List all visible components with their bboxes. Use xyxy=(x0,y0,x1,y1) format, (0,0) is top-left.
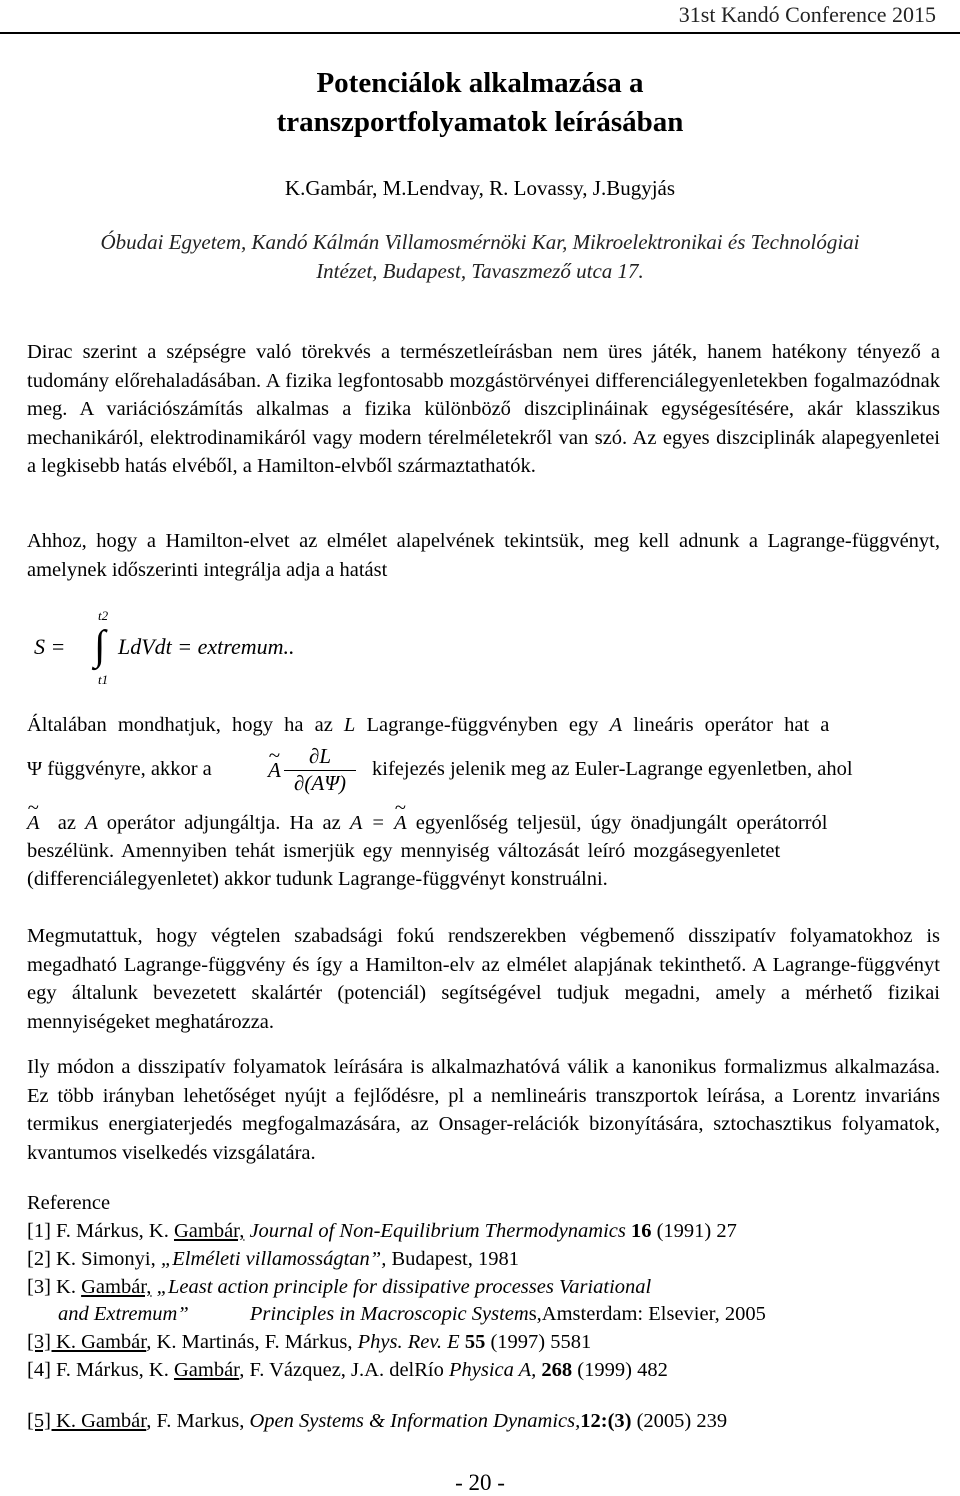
ref-volume: 16 xyxy=(630,1220,652,1242)
ref-text: s,Amsterdam: Elsevier, 2005 xyxy=(528,1303,766,1325)
symbol-psi: Ψ xyxy=(27,758,43,780)
ref-journal: Open Systems & Information Dynamics, xyxy=(249,1410,581,1432)
integral-upper-limit: t2 xyxy=(98,608,109,623)
p3-line-5: (differenciálegyenletet) akkor tudunk Lagrange-függvényt konstruálni. xyxy=(27,868,608,890)
paragraph-1: Dirac szerint a szépségre való törekvés a természetleírásban nem üres játék, hanem hatékony tényező a tudomány előrehaladásában. A fizika legfontosabb mozgástörvényei differenciálegyenletekben fogalmazódnak meg. A variációszámítás alkalmas a fizika különböző diszciplináinak egységesítésére, akár klasszikus mechanikáról, elektrodinamikáról vagy modern térelméletekről van szó. Az egyes diszciplinák alapegyenletei a legkisebb hatás elvéből, a Hamilton-elvből származtathatók. xyxy=(27,341,940,477)
reference-3b xyxy=(27,1331,591,1354)
ref-text: Budapest, 1981 xyxy=(391,1248,519,1270)
reference-1 xyxy=(27,1220,737,1243)
symbol-A-equals: A = xyxy=(349,812,385,834)
paper-title xyxy=(0,64,960,142)
text-run: Lagrange-függvényben egy xyxy=(366,714,599,736)
ref-volume: 12:(3) xyxy=(580,1410,632,1432)
conference-name: 31st Kandó Conference 2015 xyxy=(678,2,936,27)
reference-2 xyxy=(27,1248,519,1271)
ref-author-underlined: Gambár, xyxy=(81,1276,152,1298)
ref-author-underlined: Gambár, xyxy=(173,1220,245,1242)
ref-text: [4] F. Márkus, K. xyxy=(27,1359,169,1381)
symbol-A-tilde: ~ A xyxy=(268,758,281,783)
p3-line-1 xyxy=(27,714,940,737)
ref-journal: Phys. Rev. E xyxy=(357,1331,460,1353)
title-line-1: Potenciálok alkalmazása a xyxy=(316,67,644,99)
ref-author-underlined: [3] K. Gambár xyxy=(27,1331,147,1353)
text-run: kifejezés jelenik meg az Euler-Lagrange egyenletben, ahol xyxy=(372,758,853,780)
ref-text: (1991) 27 xyxy=(656,1220,737,1242)
text-run: operátor adjungáltja. Ha az xyxy=(106,812,341,834)
p3-line-4: beszélünk. Amennyiben tehát ismerjük egy mennyiség változását leíró mozgásegyenletet xyxy=(27,840,781,862)
ref-volume: 55 xyxy=(464,1331,486,1353)
ref-text: , F. Markus, xyxy=(146,1410,245,1432)
title-line-2: transzportfolyamatok leírásában xyxy=(276,106,684,138)
integral-lower-limit: t1 xyxy=(98,672,109,687)
ref-text: [2] K. Simonyi, xyxy=(27,1248,156,1270)
paragraph-5: Ily módon a disszipatív folyamatok leírására is alkalmazhatóvá válik a kanonikus formalizmus alkalmazása. Ez több irányban lehetőséget nyújt a fejlődésre, pl a nemlineáris transzportok leírása, a Lorentz invariáns termikus energiaterjedés megfogalmazására, az Onsager-relációk bizonyítására, sztochasztikus folyamatok, kvantumos viselkedés vizsgálatára. xyxy=(27,1056,940,1164)
text-run: egyenlőség teljesül, úgy önadjungált operátorról xyxy=(415,812,828,834)
ref-author-underlined: Gambár xyxy=(173,1359,240,1381)
page-number: - 20 - xyxy=(455,1470,505,1495)
symbol-A: A xyxy=(85,812,98,834)
fraction-numerator: ∂L xyxy=(284,744,356,771)
text-run: Általában mondhatjuk, hogy ha az xyxy=(27,714,333,736)
reference-heading: Reference xyxy=(27,1192,111,1214)
ref-journal: Journal of Non-Equilibrium Thermodynamics xyxy=(249,1220,626,1242)
page-header xyxy=(0,0,960,34)
equation-rhs: LdVdt = extremum.. xyxy=(118,634,295,659)
symbol-A-tilde: ~ A xyxy=(394,812,407,835)
ref-text: (1997) 5581 xyxy=(490,1331,592,1353)
fraction-denominator: ∂(AΨ) xyxy=(294,771,346,795)
reference-3-cont xyxy=(58,1303,766,1326)
ref-text: [1] F. Márkus, K. xyxy=(27,1220,169,1242)
ref-text: , K. Martinás, F. Márkus, xyxy=(146,1331,353,1353)
text-run: lineáris operátor hat a xyxy=(633,714,830,736)
symbol-A: A xyxy=(609,714,623,736)
ref-journal: Physica A, xyxy=(449,1359,537,1381)
authors: K.Gambár, M.Lendvay, R. Lovassy, J.Bugyjás xyxy=(284,176,676,200)
ref-text: , F. Vázquez, J.A. delRío xyxy=(239,1359,444,1381)
paragraph-2: Ahhoz, hogy a Hamilton-elvet az elmélet alapelvének tekintsük, meg kell adnunk a Lagrange-függvényt, amelynek időszerinti integrálja adja a hatást xyxy=(27,530,940,581)
ref-book: Principles in Macroscopic System xyxy=(249,1303,529,1325)
ref-book: and Extremum” xyxy=(58,1303,189,1325)
ref-text: (2005) 239 xyxy=(636,1410,728,1432)
action-integral-equation xyxy=(34,610,434,692)
ref-text: [3] K. xyxy=(27,1276,76,1298)
reference-5 xyxy=(27,1410,727,1433)
symbol-L: L xyxy=(343,714,356,736)
equation-lhs: S = xyxy=(34,634,66,659)
p3-line-2-tail xyxy=(372,758,942,781)
ref-book: „Least action principle for dissipative processes Variational xyxy=(156,1276,652,1298)
reference-4 xyxy=(27,1359,668,1382)
affiliation xyxy=(28,228,932,286)
ref-volume: 268 xyxy=(541,1359,573,1381)
ref-author-underlined: [5] K. Gambár xyxy=(27,1410,147,1432)
affiliation-line-1: Óbudai Egyetem, Kandó Kálmán Villamosmérnöki Kar, Mikroelektronikai és Technológiai xyxy=(100,230,860,254)
symbol-A-tilde: ~ A xyxy=(27,812,40,835)
integral-sign: ∫ xyxy=(94,623,106,669)
ref-text: (1999) 482 xyxy=(577,1359,668,1381)
affiliation-line-2: Intézet, Budapest, Tavaszmező utca 17. xyxy=(316,259,644,283)
paragraph-4: Megmutattuk, hogy végtelen szabadsági fokú rendszerekben végbemenő disszipatív folyamatokhoz is megadható Lagrange-függvény és így a Hamilton-elv az elmélet alapjának tekinthető. A Lagrange-függvényt egy általunk bevezetett skalártér (potenciál) segítségével tudjuk megadni, amely a mérhető fizikai mennyiségeket meghatározza. xyxy=(27,925,940,1033)
ref-book: „Elméleti villamosságtan”, xyxy=(160,1248,387,1270)
partial-fraction xyxy=(284,744,356,796)
p3-line-3 xyxy=(27,812,940,835)
text-run: függvényre, akkor a xyxy=(47,758,212,780)
reference-3 xyxy=(27,1276,651,1299)
text-run: az xyxy=(57,812,76,834)
